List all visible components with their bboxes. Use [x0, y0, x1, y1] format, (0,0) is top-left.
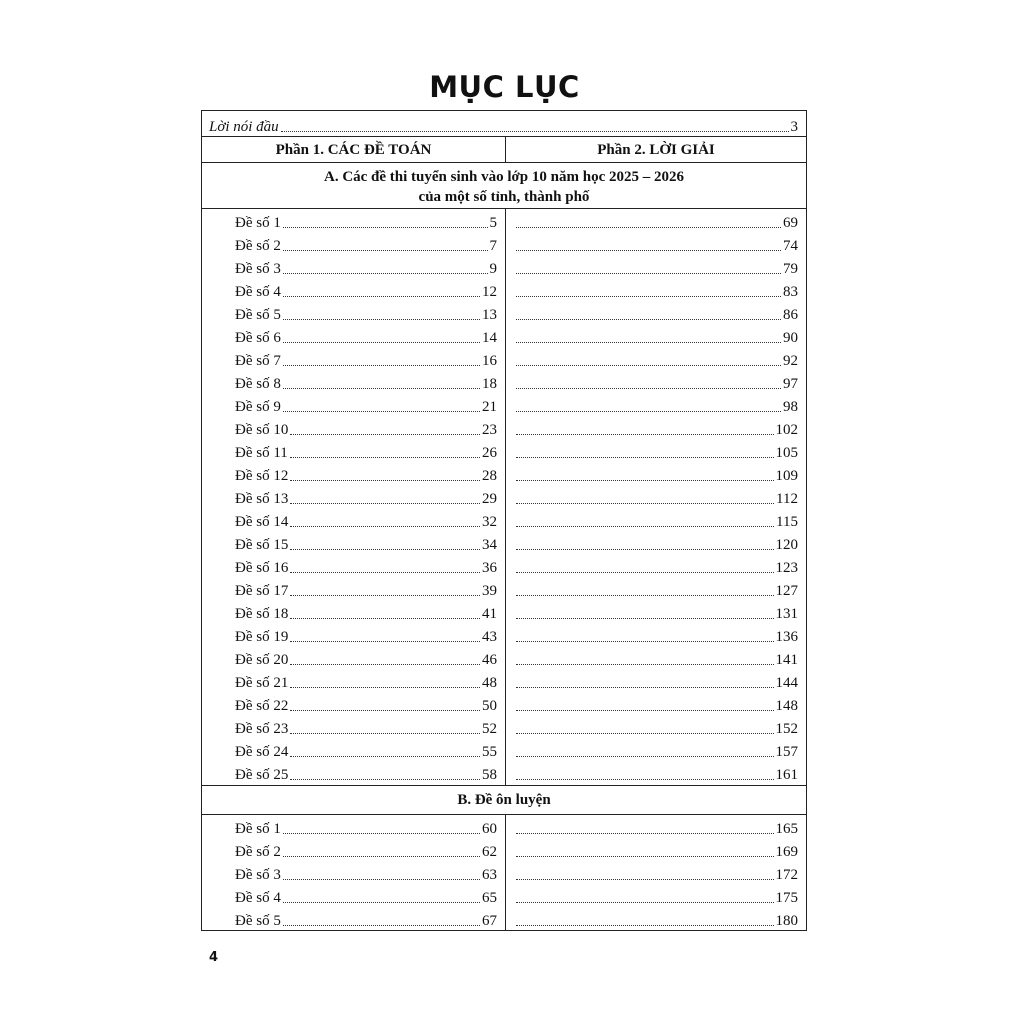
- dot-leader: [516, 296, 781, 297]
- dot-leader: [283, 388, 480, 389]
- entry-label: Đề số 16: [235, 560, 289, 576]
- part1-header: Phần 1. CÁC ĐỀ TOÁN: [275, 141, 432, 158]
- solution-page: 157: [775, 744, 798, 760]
- toc-entry-solution[interactable]: [516, 739, 798, 761]
- dot-leader: [516, 710, 774, 711]
- toc-entry-solution[interactable]: [516, 578, 798, 600]
- entry-label: Đề số 10: [235, 422, 289, 438]
- toc-entry-solution[interactable]: [516, 279, 798, 301]
- entry-label: Đề số 11: [235, 445, 288, 461]
- dot-leader: [283, 342, 480, 343]
- dot-leader: [516, 273, 781, 274]
- toc-entry-solution[interactable]: [516, 532, 798, 554]
- dot-leader: [283, 902, 480, 903]
- toc-entry-problem[interactable]: [235, 578, 497, 600]
- solution-page: 175: [775, 890, 798, 906]
- toc-entry-problem[interactable]: [235, 394, 497, 416]
- section-a-title-line1: A. Các đề thi tuyển sinh vào lớp 10 năm học 2025 – 2026: [323, 169, 684, 185]
- solution-page: 144: [775, 675, 798, 691]
- dot-leader: [516, 595, 774, 596]
- dot-leader: [516, 687, 774, 688]
- solution-page: 86: [783, 307, 798, 323]
- entry-page: 41: [482, 606, 497, 622]
- dot-leader: [290, 549, 480, 550]
- toc-entry-solution[interactable]: [516, 394, 798, 416]
- solution-page: 180: [775, 913, 798, 929]
- entry-label: Đề số 5: [235, 913, 281, 929]
- entry-page: 14: [482, 330, 497, 346]
- toc-entry-solution[interactable]: [516, 325, 798, 347]
- solution-page: 115: [776, 514, 798, 530]
- entry-page: 67: [482, 913, 497, 929]
- toc-entry-problem[interactable]: [235, 256, 497, 278]
- entry-label: Đề số 20: [235, 652, 289, 668]
- dot-leader: [283, 227, 488, 228]
- divider: [202, 136, 806, 137]
- toc-entry-solution[interactable]: [516, 839, 798, 861]
- solution-page: 148: [775, 698, 798, 714]
- dot-leader: [290, 641, 480, 642]
- entry-page: 55: [482, 744, 497, 760]
- dot-leader: [516, 879, 774, 880]
- solution-page: 74: [783, 238, 798, 254]
- entry-page: 18: [482, 376, 497, 392]
- toc-entry-solution[interactable]: [516, 816, 798, 838]
- dot-leader: [516, 641, 774, 642]
- dot-leader: [516, 342, 781, 343]
- dot-leader: [283, 856, 480, 857]
- toc-entry-solution[interactable]: [516, 862, 798, 884]
- toc-entry-solution[interactable]: [516, 348, 798, 370]
- entry-label: Đề số 23: [235, 721, 289, 737]
- toc-entry-solution[interactable]: [516, 233, 798, 255]
- dot-leader: [516, 250, 781, 251]
- dot-leader: [516, 457, 774, 458]
- dot-leader: [290, 710, 480, 711]
- toc-entry-problem[interactable]: [235, 532, 497, 554]
- solution-page: 92: [783, 353, 798, 369]
- toc-entry-problem[interactable]: [235, 463, 497, 485]
- dot-leader: [516, 833, 774, 834]
- dot-leader: [516, 480, 774, 481]
- dot-leader: [283, 365, 480, 366]
- dot-leader: [283, 879, 480, 880]
- solution-page: 102: [775, 422, 798, 438]
- entry-page: 26: [482, 445, 497, 461]
- dot-leader: [290, 664, 480, 665]
- dot-leader: [290, 756, 480, 757]
- entry-page: 28: [482, 468, 497, 484]
- solution-page: 98: [783, 399, 798, 415]
- entry-label: Đề số 1: [235, 821, 281, 837]
- page-number: 4: [209, 950, 219, 965]
- entry-label: Đề số 7: [235, 353, 281, 369]
- dot-leader: [516, 549, 774, 550]
- toc-entry-solution[interactable]: [516, 256, 798, 278]
- entry-page: 21: [482, 399, 497, 415]
- entry-label: Đề số 24: [235, 744, 289, 760]
- entry-page: 34: [482, 537, 497, 553]
- toc-entry-solution[interactable]: [516, 555, 798, 577]
- entry-page: 63: [482, 867, 497, 883]
- toc-entry-problem[interactable]: [235, 555, 497, 577]
- dot-leader: [290, 480, 480, 481]
- solution-page: 79: [783, 261, 798, 277]
- dot-leader: [516, 856, 774, 857]
- toc-entry-problem[interactable]: [235, 908, 497, 930]
- entry-label: Đề số 21: [235, 675, 289, 691]
- toc-entry-problem[interactable]: [235, 440, 497, 462]
- dot-leader: [290, 503, 480, 504]
- toc-entry-problem[interactable]: [235, 417, 497, 439]
- entry-page: 7: [489, 238, 497, 254]
- column-divider: [505, 136, 506, 162]
- dot-leader: [516, 365, 781, 366]
- dot-leader: [290, 779, 480, 780]
- solution-page: 169: [775, 844, 798, 860]
- dot-leader: [516, 411, 781, 412]
- part2-header: Phần 2. LỜI GIẢI: [597, 141, 715, 158]
- dot-leader: [290, 457, 480, 458]
- entry-label: Đề số 13: [235, 491, 289, 507]
- toc-entry-solution[interactable]: [516, 371, 798, 393]
- toc-entry-problem[interactable]: [235, 670, 497, 692]
- solution-page: 105: [775, 445, 798, 461]
- solution-page: 152: [775, 721, 798, 737]
- entry-label: Đề số 3: [235, 867, 281, 883]
- toc-entry-problem[interactable]: [235, 862, 497, 884]
- dot-leader: [290, 526, 480, 527]
- toc-entry-problem[interactable]: [235, 509, 497, 531]
- solution-page: 141: [775, 652, 798, 668]
- toc-entry-solution[interactable]: [516, 486, 798, 508]
- entry-page: 58: [482, 767, 497, 783]
- dot-leader: [516, 925, 774, 926]
- solution-page: 172: [775, 867, 798, 883]
- toc-entry-problem[interactable]: [235, 210, 497, 232]
- column-divider: [505, 208, 506, 785]
- entry-page: 46: [482, 652, 497, 668]
- toc-entry-solution[interactable]: [516, 647, 798, 669]
- entry-page: 62: [482, 844, 497, 860]
- toc-entry-problem[interactable]: [235, 739, 497, 761]
- entry-page: 50: [482, 698, 497, 714]
- toc-entry-solution[interactable]: [516, 885, 798, 907]
- intro-page: 3: [790, 119, 798, 135]
- solution-page: 131: [775, 606, 798, 622]
- dot-leader: [516, 664, 774, 665]
- table-of-contents: [201, 110, 807, 931]
- entry-page: 52: [482, 721, 497, 737]
- entry-label: Đề số 4: [235, 284, 281, 300]
- entry-label: Đề số 14: [235, 514, 289, 530]
- dot-leader: [516, 434, 774, 435]
- intro-entry[interactable]: [209, 116, 798, 136]
- entry-page: 23: [482, 422, 497, 438]
- toc-entry-problem[interactable]: [235, 325, 497, 347]
- dot-leader: [290, 595, 480, 596]
- dot-leader: [516, 779, 774, 780]
- dot-leader: [281, 131, 789, 132]
- solution-page: 83: [783, 284, 798, 300]
- dot-leader: [516, 572, 774, 573]
- section-a-title-line2: của một số tỉnh, thành phố: [418, 189, 590, 205]
- divider: [202, 785, 806, 786]
- intro-label: Lời nói đầu: [209, 119, 279, 135]
- entry-page: 48: [482, 675, 497, 691]
- entry-label: Đề số 2: [235, 238, 281, 254]
- dot-leader: [516, 319, 781, 320]
- solution-page: 97: [783, 376, 798, 392]
- entry-page: 39: [482, 583, 497, 599]
- entry-label: Đề số 5: [235, 307, 281, 323]
- dot-leader: [283, 925, 480, 926]
- entry-page: 43: [482, 629, 497, 645]
- solution-page: 123: [775, 560, 798, 576]
- dot-leader: [290, 572, 480, 573]
- toc-entry-solution[interactable]: [516, 302, 798, 324]
- divider: [202, 162, 806, 163]
- solution-page: 127: [775, 583, 798, 599]
- toc-entry-problem[interactable]: [235, 885, 497, 907]
- divider: [202, 814, 806, 815]
- solution-page: 161: [775, 767, 798, 783]
- toc-entry-solution[interactable]: [516, 601, 798, 623]
- entry-label: Đề số 9: [235, 399, 281, 415]
- entry-label: Đề số 18: [235, 606, 289, 622]
- dot-leader: [283, 273, 488, 274]
- toc-entry-problem[interactable]: [235, 348, 497, 370]
- dot-leader: [516, 733, 774, 734]
- toc-entry-problem[interactable]: [235, 624, 497, 646]
- toc-entry-solution[interactable]: [516, 210, 798, 232]
- dot-leader: [283, 296, 480, 297]
- dot-leader: [290, 733, 480, 734]
- toc-entry-problem[interactable]: [235, 601, 497, 623]
- dot-leader: [516, 902, 774, 903]
- toc-entry-solution[interactable]: [516, 762, 798, 784]
- dot-leader: [516, 526, 774, 527]
- toc-entry-problem[interactable]: [235, 816, 497, 838]
- toc-entry-problem[interactable]: [235, 233, 497, 255]
- entry-label: Đề số 17: [235, 583, 289, 599]
- toc-entry-solution[interactable]: [516, 693, 798, 715]
- dot-leader: [516, 618, 774, 619]
- toc-entry-problem[interactable]: [235, 371, 497, 393]
- entry-label: Đề số 8: [235, 376, 281, 392]
- dot-leader: [516, 388, 781, 389]
- solution-page: 165: [775, 821, 798, 837]
- column-divider: [505, 814, 506, 930]
- entry-label: Đề số 15: [235, 537, 289, 553]
- toc-entry-solution[interactable]: [516, 440, 798, 462]
- toc-entry-problem[interactable]: [235, 302, 497, 324]
- dot-leader: [283, 250, 488, 251]
- entry-label: Đề số 2: [235, 844, 281, 860]
- solution-page: 90: [783, 330, 798, 346]
- solution-page: 136: [775, 629, 798, 645]
- entry-page: 16: [482, 353, 497, 369]
- solution-page: 112: [776, 491, 798, 507]
- entry-page: 29: [482, 491, 497, 507]
- toc-entry-solution[interactable]: [516, 624, 798, 646]
- toc-entry-problem[interactable]: [235, 762, 497, 784]
- toc-entry-solution[interactable]: [516, 908, 798, 930]
- toc-entry-solution[interactable]: [516, 417, 798, 439]
- solution-page: 69: [783, 215, 798, 231]
- page-title: MỤC LỤC: [429, 70, 580, 104]
- solution-page: 120: [775, 537, 798, 553]
- dot-leader: [516, 227, 781, 228]
- dot-leader: [283, 833, 480, 834]
- toc-entry-problem[interactable]: [235, 693, 497, 715]
- entry-label: Đề số 19: [235, 629, 289, 645]
- entry-label: Đề số 3: [235, 261, 281, 277]
- entry-page: 5: [489, 215, 497, 231]
- dot-leader: [516, 503, 774, 504]
- dot-leader: [290, 618, 480, 619]
- divider: [202, 208, 806, 209]
- entry-page: 65: [482, 890, 497, 906]
- toc-entry-solution[interactable]: [516, 509, 798, 531]
- toc-entry-problem[interactable]: [235, 647, 497, 669]
- toc-entry-problem[interactable]: [235, 839, 497, 861]
- dot-leader: [283, 319, 480, 320]
- toc-entry-solution[interactable]: [516, 463, 798, 485]
- entry-page: 9: [489, 261, 497, 277]
- toc-entry-problem[interactable]: [235, 486, 497, 508]
- entry-page: 32: [482, 514, 497, 530]
- dot-leader: [516, 756, 774, 757]
- toc-entry-problem[interactable]: [235, 716, 497, 738]
- entry-page: 13: [482, 307, 497, 323]
- entry-label: Đề số 12: [235, 468, 289, 484]
- dot-leader: [290, 687, 480, 688]
- entry-page: 60: [482, 821, 497, 837]
- entry-label: Đề số 6: [235, 330, 281, 346]
- dot-leader: [290, 434, 480, 435]
- entry-label: Đề số 4: [235, 890, 281, 906]
- entry-label: Đề số 25: [235, 767, 289, 783]
- toc-entry-solution[interactable]: [516, 716, 798, 738]
- entry-label: Đề số 1: [235, 215, 281, 231]
- section-b-title: B. Đề ôn luyện: [457, 792, 551, 808]
- entry-page: 12: [482, 284, 497, 300]
- solution-page: 109: [775, 468, 798, 484]
- toc-entry-problem[interactable]: [235, 279, 497, 301]
- toc-entry-solution[interactable]: [516, 670, 798, 692]
- entry-page: 36: [482, 560, 497, 576]
- dot-leader: [283, 411, 480, 412]
- entry-label: Đề số 22: [235, 698, 289, 714]
